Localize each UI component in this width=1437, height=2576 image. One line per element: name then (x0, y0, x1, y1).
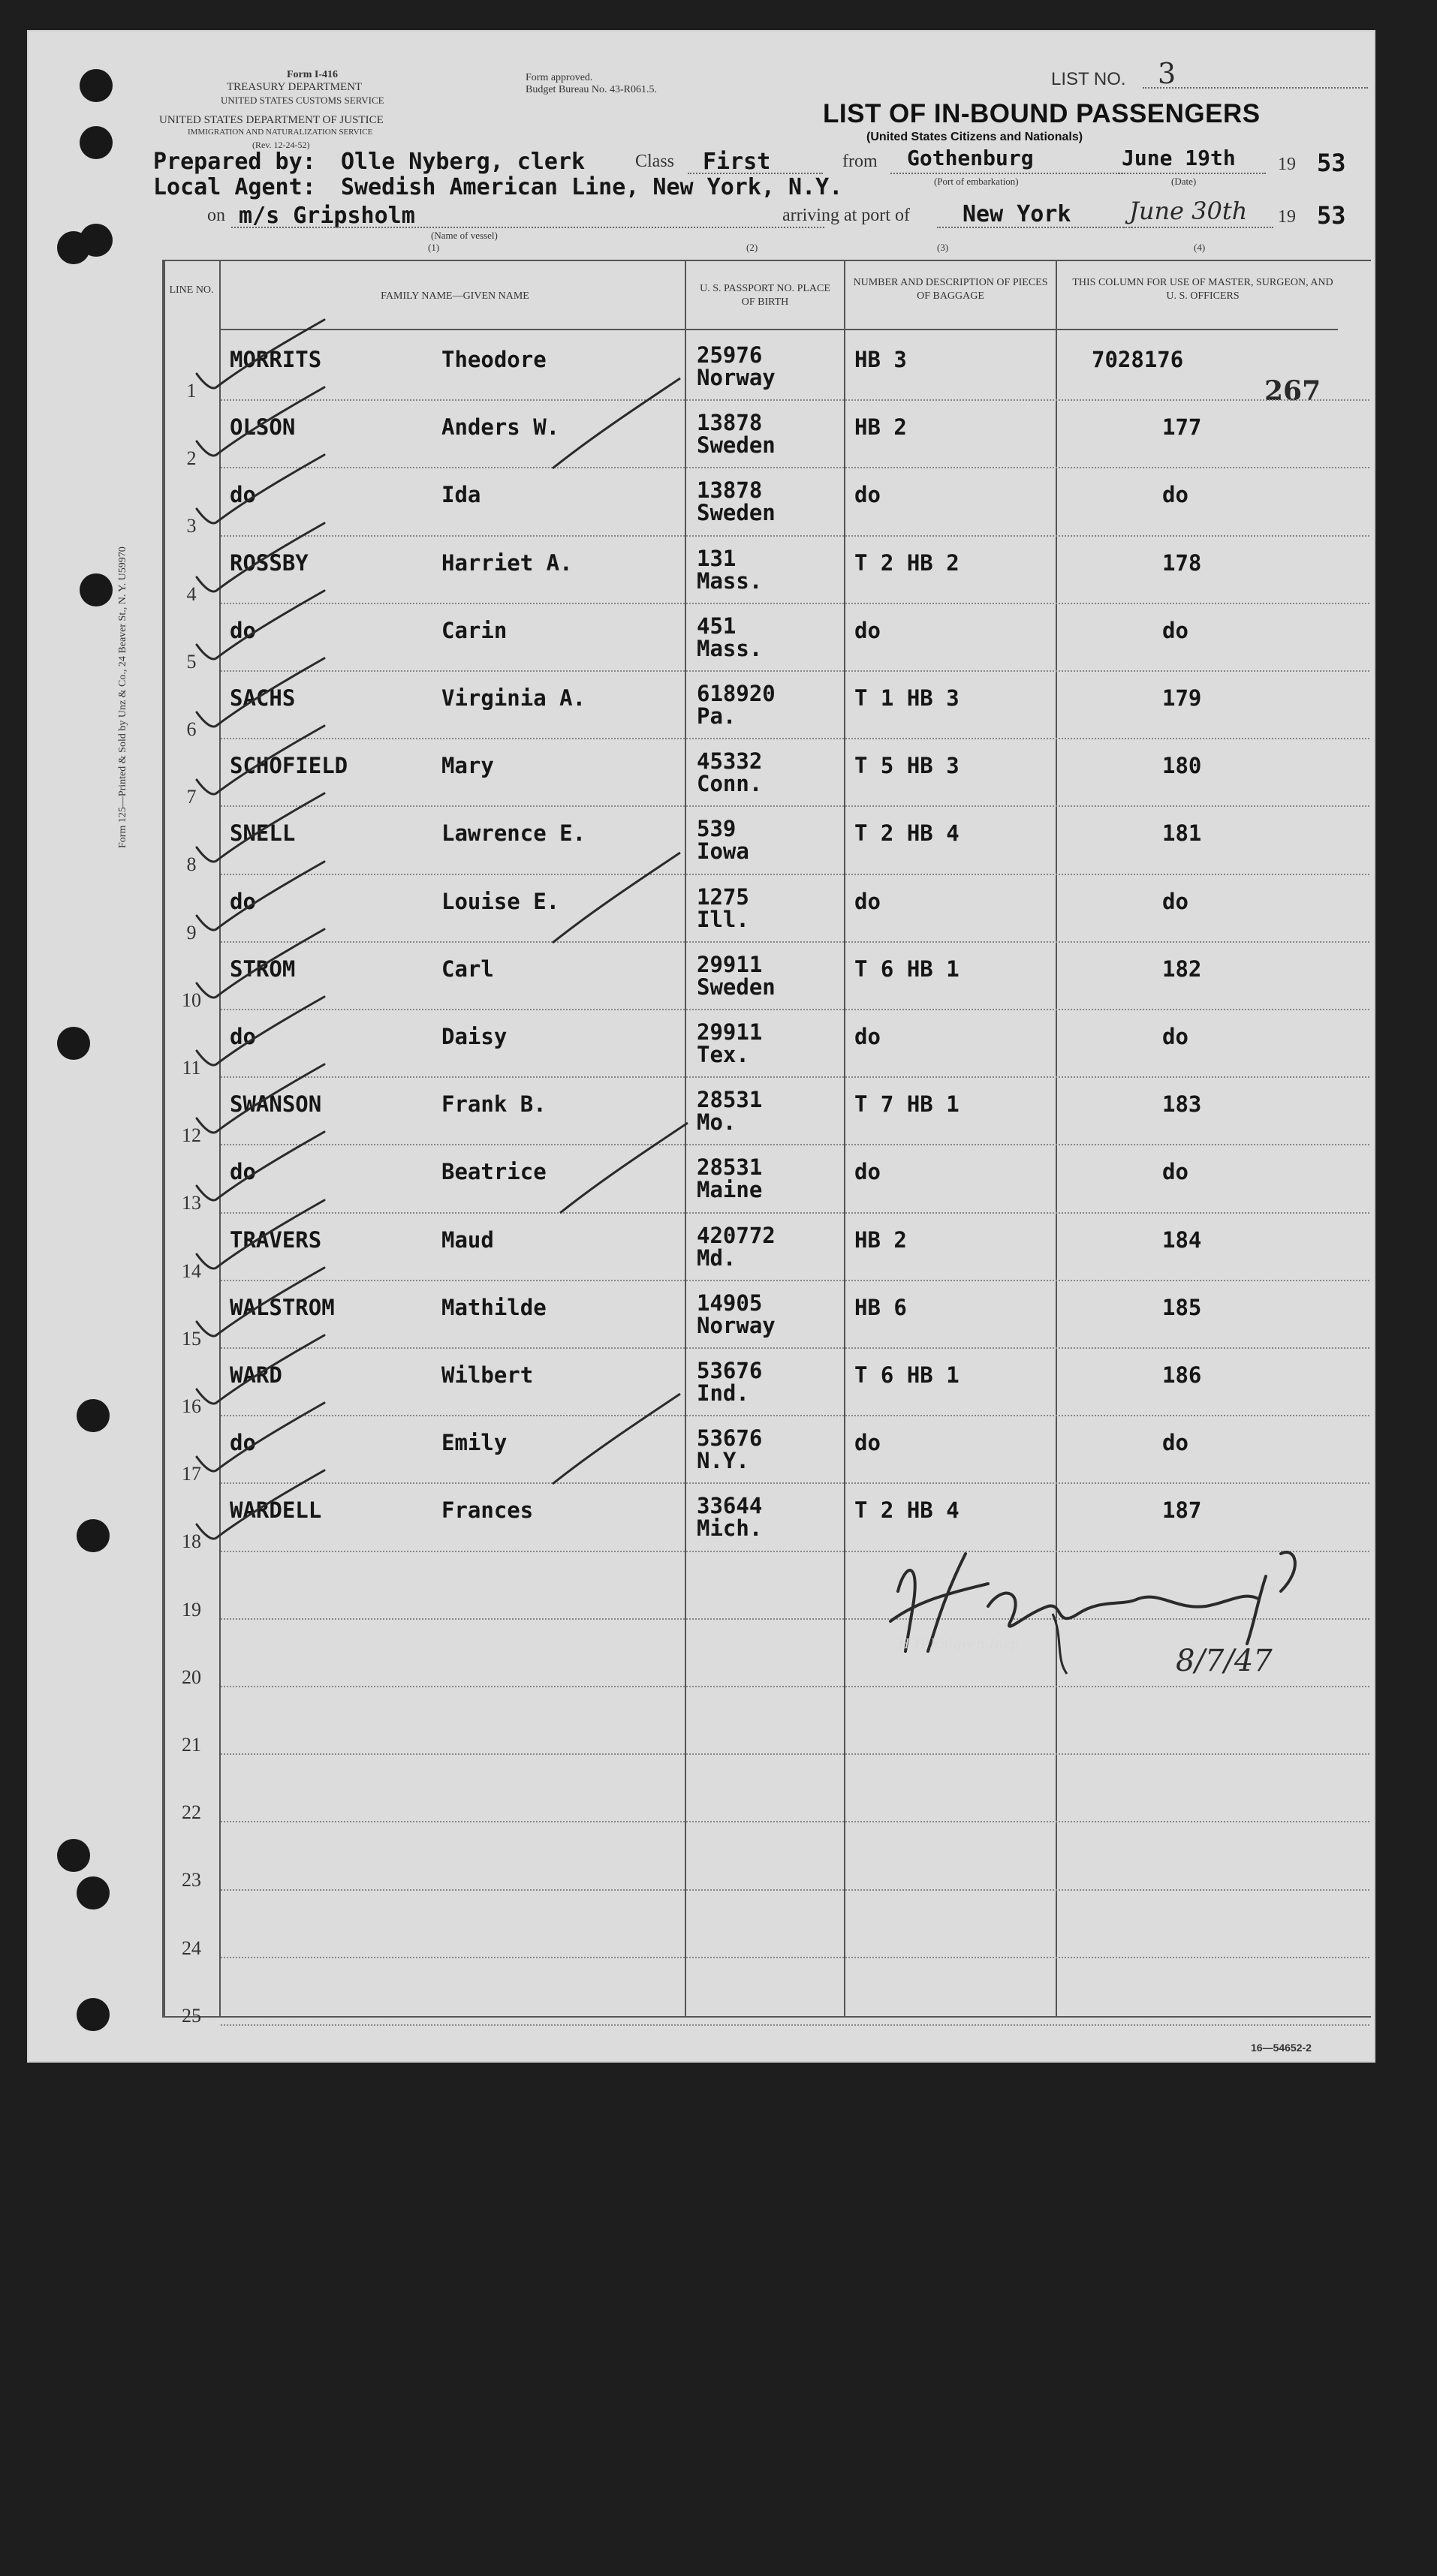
baggage: do (854, 482, 881, 508)
officer-entry: 177 (1162, 414, 1202, 441)
stamp-number: 267 (1264, 375, 1321, 407)
family-name: do (230, 1430, 256, 1456)
baggage: T 1 HB 3 (854, 685, 960, 711)
from-value: Gothenburg (907, 146, 1034, 170)
officer-entry: do (1162, 1430, 1188, 1456)
binder-hole (77, 1876, 110, 1909)
passport-no: 28531 (697, 1087, 763, 1113)
row-divider (221, 941, 1369, 943)
line-number: 19 (182, 1598, 201, 1621)
vessel-dots (231, 227, 824, 228)
printer-note: Form 125—Printed & Sold by Unz & Co., 24 Beaver St., N. Y. U59970 (117, 546, 128, 848)
row-divider (221, 1076, 1369, 1078)
family-name: WARD (230, 1362, 282, 1388)
form-subtitle: (United States Citizens and Nationals) (866, 131, 1083, 143)
baggage: T 6 HB 1 (854, 1362, 960, 1388)
officer-entry: 186 (1162, 1362, 1202, 1388)
line-number: 11 (182, 1057, 201, 1079)
given-name: Daisy (441, 1024, 508, 1049)
row-divider (221, 467, 1369, 468)
line-number: 25 (182, 2004, 201, 2027)
slash-mark (545, 845, 695, 950)
given-name: Anders W. (441, 414, 560, 441)
family-name: do (230, 482, 256, 508)
family-name: WALSTROM (230, 1294, 335, 1320)
passport-no: 1275 (697, 883, 749, 910)
family-name: MORRITS (230, 347, 322, 372)
line-number: 13 (182, 1192, 201, 1214)
baggage: do (854, 617, 881, 643)
ins-service: IMMIGRATION AND NATURALIZATION SERVICE (188, 128, 373, 137)
baggage: T 2 HB 2 (854, 549, 960, 576)
list-no-dots (1143, 87, 1368, 89)
local-agent-label: Local Agent: (153, 174, 316, 200)
officer-entry: do (1162, 1024, 1188, 1049)
place-of-birth: Iowa (697, 838, 749, 865)
line-number: 5 (186, 650, 197, 673)
passport-no: 25976 (697, 342, 763, 368)
binder-hole (77, 1399, 110, 1432)
from-label: from (842, 152, 878, 171)
given-name: Beatrice (441, 1159, 547, 1185)
place-of-birth: Tex. (697, 1042, 749, 1067)
on-label: on (207, 206, 225, 225)
officer-entry: 178 (1162, 549, 1202, 576)
col-head-name: FAMILY NAME—GIVEN NAME (381, 290, 529, 302)
baggage: T 2 HB 4 (854, 820, 960, 847)
passport-no: 53676 (697, 1358, 763, 1383)
arrival-date-value: June 30th (1129, 197, 1248, 225)
given-name: Virginia A. (441, 685, 586, 711)
place-of-birth: Ill. (697, 906, 749, 932)
form-title: LIST OF IN-BOUND PASSENGERS (823, 99, 1261, 128)
officer-entry: 7028176 (1092, 347, 1184, 372)
line-number: 4 (186, 582, 197, 605)
table-left-border (162, 260, 165, 2018)
officer-entry: do (1162, 482, 1188, 508)
col-head-baggage: NUMBER AND DESCRIPTION OF PIECES OF BAGGAGE (853, 277, 1048, 302)
row-divider (221, 2024, 1369, 2026)
slash-mark (545, 1386, 695, 1491)
line-number: 15 (182, 1327, 201, 1350)
passport-no: 29911 (697, 1019, 763, 1045)
line-number: 12 (182, 1124, 201, 1147)
header-bottom-border (219, 329, 1338, 330)
line-number: 9 (186, 921, 197, 943)
passport-no: 539 (697, 816, 737, 842)
binder-hole (57, 1839, 90, 1872)
given-name: Mary (441, 753, 494, 779)
place-of-birth: Mo. (697, 1109, 737, 1136)
baggage: T 6 HB 1 (854, 955, 960, 982)
place-of-birth: Sweden (697, 500, 776, 526)
customs-service: UNITED STATES CUSTOMS SERVICE (221, 95, 384, 106)
place-of-birth: Mass. (697, 635, 763, 661)
binder-hole (80, 224, 113, 257)
line-number: 21 (182, 1734, 201, 1756)
year-value: 53 (1317, 149, 1346, 177)
line-number: 23 (182, 1869, 201, 1891)
binder-hole (80, 573, 113, 606)
given-name: Lawrence E. (441, 820, 586, 847)
officer-entry: 187 (1162, 1497, 1202, 1524)
family-name: SWANSON (230, 1091, 322, 1118)
col-num-4: (4) (1194, 242, 1206, 253)
baggage: do (854, 1430, 881, 1456)
class-label: Class (635, 152, 675, 171)
officer-entry: 184 (1162, 1226, 1202, 1253)
row-divider (221, 1415, 1369, 1416)
passport-no: 420772 (697, 1222, 776, 1248)
revision-date: (Rev. 12-24-52) (252, 140, 310, 150)
given-name: Frances (441, 1497, 534, 1524)
slash-mark (553, 1115, 703, 1220)
col-num-2: (2) (746, 242, 758, 253)
list-no-label: LIST NO. (1051, 69, 1126, 89)
row-divider (221, 874, 1369, 875)
date-dots (1116, 173, 1266, 174)
passport-no: 29911 (697, 951, 763, 977)
family-name: do (230, 1159, 256, 1185)
baggage: HB 6 (854, 1294, 907, 1320)
check-mark (182, 1466, 332, 1548)
binder-hole (57, 1027, 90, 1060)
row-divider (221, 1957, 1369, 1958)
table-top-border (162, 260, 1371, 261)
passport-no: 13878 (697, 477, 763, 504)
col-head-passport: U. S. PASSPORT NO. PLACE OF BIRTH (700, 283, 830, 308)
arriving-label: arriving at port of (782, 206, 910, 225)
line-number: 22 (182, 1801, 201, 1824)
given-name: Ida (441, 482, 481, 508)
list-no-value: 3 (1158, 57, 1176, 90)
line-number: 20 (182, 1666, 201, 1688)
place-of-birth: Norway (697, 365, 776, 390)
col-num-1: (1) (428, 242, 440, 253)
officer-entry: 182 (1162, 955, 1202, 982)
line-number: 16 (182, 1395, 201, 1417)
given-name: Theodore (441, 347, 547, 372)
table-bottom-border (162, 2016, 1371, 2018)
baggage: HB 2 (854, 1226, 907, 1253)
family-name: SACHS (230, 685, 296, 711)
family-name: SCHOFIELD (230, 753, 348, 779)
line-number: 7 (186, 786, 197, 808)
slash-mark (545, 371, 695, 476)
family-name: do (230, 617, 256, 643)
prepared-by-value: Olle Nyberg, clerk (341, 149, 586, 175)
place-of-birth: Sweden (697, 974, 776, 1000)
officer-entry: 183 (1162, 1091, 1202, 1118)
signature-text: H H Enlgren Insp (898, 1636, 1019, 1652)
row-divider (221, 1347, 1369, 1349)
family-name: OLSON (230, 414, 296, 441)
prepared-by-label: Prepared by: (153, 149, 316, 175)
footer-code: 16—54652-2 (1251, 2042, 1312, 2054)
baggage: HB 3 (854, 347, 907, 372)
date-value: June 19th (1122, 146, 1236, 170)
row-divider (221, 1212, 1369, 1214)
row-divider (221, 670, 1369, 672)
family-name: ROSSBY (230, 549, 309, 576)
passport-no: 14905 (697, 1290, 763, 1316)
place-of-birth: Mich. (697, 1515, 763, 1542)
justice-dept: UNITED STATES DEPARTMENT OF JUSTICE (159, 114, 384, 126)
row-divider (221, 805, 1369, 807)
row-divider (221, 738, 1369, 739)
arrival-year-value: 53 (1317, 201, 1346, 230)
place-of-birth: Maine (697, 1177, 763, 1203)
officer-entry: 180 (1162, 753, 1202, 779)
row-divider (221, 1889, 1369, 1891)
given-name: Maud (441, 1226, 494, 1253)
col-num-3: (3) (937, 242, 949, 253)
embarkation-caption: (Port of embarkation) (934, 176, 1019, 187)
budget-bureau: Budget Bureau No. 43-R061.5. (526, 84, 657, 95)
baggage: do (854, 888, 881, 914)
row-divider (221, 1753, 1369, 1755)
place-of-birth: Ind. (697, 1380, 749, 1406)
officer-entry: 179 (1162, 685, 1202, 711)
given-name: Carl (441, 955, 494, 982)
passport-no: 618920 (697, 681, 776, 706)
family-name: TRAVERS (230, 1226, 322, 1253)
date-caption: (Date) (1171, 176, 1197, 187)
officer-entry: do (1162, 1159, 1188, 1185)
place-of-birth: Md. (697, 1244, 737, 1271)
officer-entry: 185 (1162, 1294, 1202, 1320)
form-paper (27, 30, 1375, 2063)
arrival-year-prefix: 19 (1278, 207, 1296, 227)
passport-no: 131 (697, 545, 737, 571)
place-of-birth: Norway (697, 1312, 776, 1338)
family-name: WARDELL (230, 1497, 322, 1524)
passport-no: 13878 (697, 410, 763, 436)
given-name: Louise E. (441, 888, 560, 914)
row-divider (221, 1821, 1369, 1822)
row-divider (221, 1009, 1369, 1010)
binder-hole (80, 69, 113, 102)
family-name: SNELL (230, 820, 296, 847)
baggage: do (854, 1024, 881, 1049)
local-agent-value: Swedish American Line, New York, N.Y. (341, 174, 843, 200)
binder-hole (80, 126, 113, 159)
line-number: 2 (186, 447, 197, 470)
baggage: do (854, 1159, 881, 1185)
place-of-birth: Conn. (697, 771, 763, 797)
class-value: First (703, 149, 771, 175)
passport-no: 53676 (697, 1425, 763, 1452)
arrival-port-value: New York (963, 201, 1071, 227)
passport-no: 28531 (697, 1154, 763, 1181)
row-divider (221, 535, 1369, 537)
given-name: Harriet A. (441, 549, 573, 576)
baggage: T 5 HB 3 (854, 753, 960, 779)
line-number: 6 (186, 718, 197, 740)
line-number: 17 (182, 1463, 201, 1485)
given-name: Carin (441, 617, 508, 643)
row-divider (221, 399, 1369, 401)
year-prefix: 19 (1278, 155, 1296, 174)
line-number: 18 (182, 1530, 201, 1553)
form-approved: Form approved. (526, 72, 593, 83)
passport-no: 33644 (697, 1493, 763, 1519)
baggage: HB 2 (854, 414, 907, 441)
given-name: Emily (441, 1430, 508, 1456)
col-head-line-no: LINE NO. (169, 284, 214, 296)
signature-date: 8/7/47 (1176, 1644, 1273, 1678)
arrival-port-dots (937, 227, 1132, 228)
form-number: Form I-416 (287, 69, 339, 80)
vessel-value: m/s Gripsholm (239, 203, 415, 229)
inspector-signature (875, 1539, 1341, 1719)
line-number: 8 (186, 853, 197, 876)
arrival-date-dots (1123, 227, 1273, 228)
family-name: do (230, 888, 256, 914)
given-name: Wilbert (441, 1362, 534, 1388)
binder-hole (77, 1998, 110, 2031)
row-divider (221, 1144, 1369, 1145)
officer-entry: do (1162, 888, 1188, 914)
family-name: STROM (230, 955, 296, 982)
baggage: T 7 HB 1 (854, 1091, 960, 1118)
place-of-birth: Pa. (697, 703, 737, 729)
place-of-birth: Mass. (697, 567, 763, 594)
row-divider (221, 603, 1369, 604)
row-divider (221, 1482, 1369, 1484)
place-of-birth: N.Y. (697, 1448, 749, 1474)
row-divider (221, 1280, 1369, 1281)
vessel-caption: (Name of vessel) (431, 230, 498, 241)
officer-entry: 181 (1162, 820, 1202, 847)
binder-hole (77, 1519, 110, 1552)
treasury-dept: TREASURY DEPARTMENT (227, 81, 363, 93)
place-of-birth: Sweden (697, 432, 776, 459)
line-number: 24 (182, 1937, 201, 1959)
line-number: 14 (182, 1259, 201, 1282)
from-dots (890, 173, 1123, 174)
given-name: Mathilde (441, 1294, 547, 1320)
family-name: do (230, 1024, 256, 1049)
line-number: 3 (186, 515, 197, 537)
given-name: Frank B. (441, 1091, 547, 1118)
line-number: 10 (182, 989, 201, 1011)
passport-no: 451 (697, 612, 737, 639)
line-number: 1 (186, 380, 197, 402)
col-head-officers: THIS COLUMN FOR USE OF MASTER, SURGEON, AND U. S. OFFICERS (1072, 277, 1333, 302)
passport-no: 45332 (697, 748, 763, 775)
officer-entry: do (1162, 617, 1188, 643)
baggage: T 2 HB 4 (854, 1497, 960, 1524)
